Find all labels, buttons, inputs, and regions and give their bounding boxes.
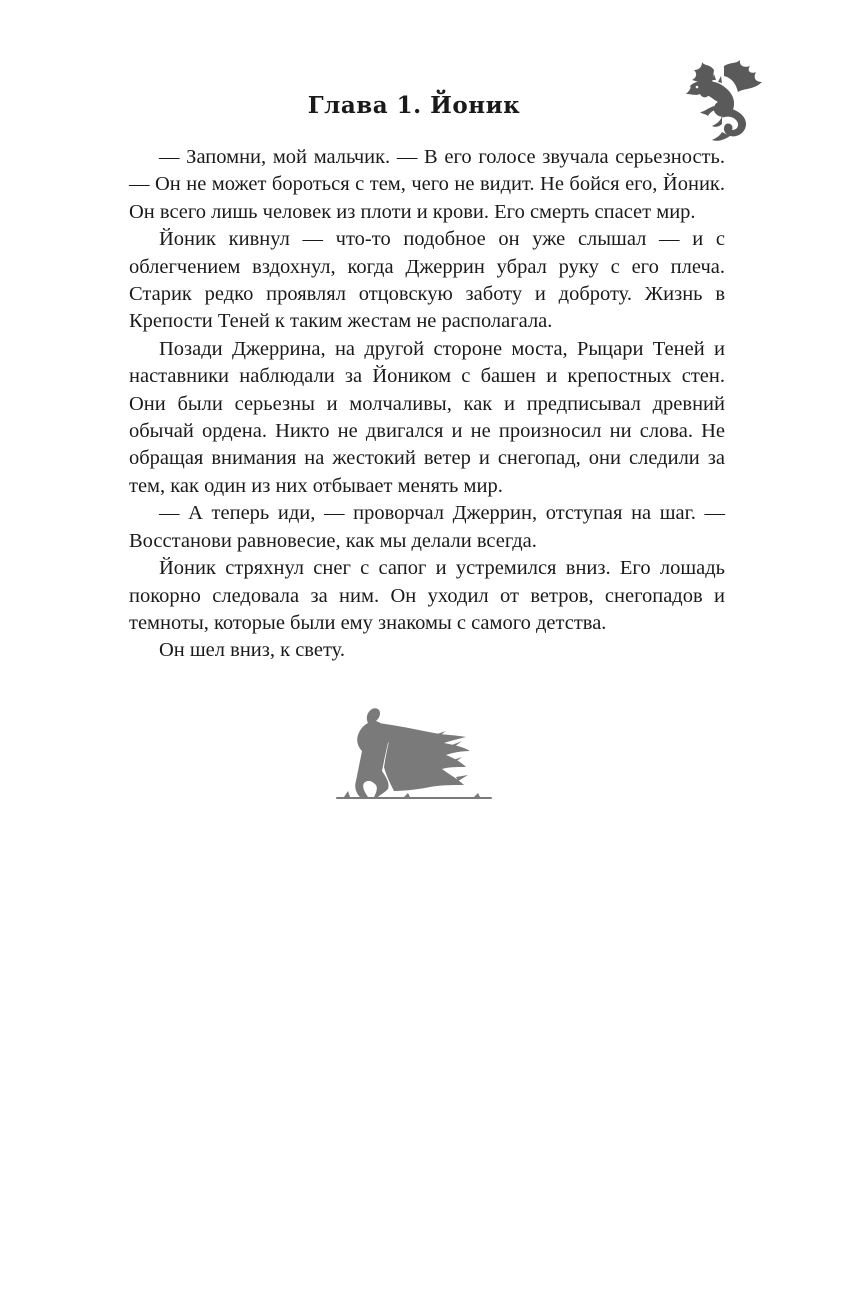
dragon-icon [684,60,764,144]
chapter-body [129,144,725,665]
paragraph: Он шел вниз, к свету. [159,639,345,662]
paragraph: — Запомни, мой мальчик. — В его голосе звучала серьезность. — Он не может бороться с тем, чего не видит. Не бойся его, Йоник. Он всего лишь человек из плоти и крови. Его смерть спасет мир. [129,146,725,223]
chapter-title: Глава 1. Йоник [307,92,521,119]
paragraph: Йоник стряхнул снег с сапог и устремился вниз. Его лошадь покорно следовала за ним. Он уходил от ветров, снегопадов и темноты, которые были ему знакомы с самого детства. [129,557,725,634]
cloaked-figure-icon [334,705,494,805]
paragraph: — А теперь иди, — проворчал Джеррин, отступая на шаг. — Восстанови равновесие, как мы делали всегда. [129,502,725,552]
paragraph: Йоник кивнул — что-то подобное он уже слышал — и с облегчением вздохнул, когда Джеррин убрал руку с его плеча. Старик редко проявлял отцовскую заботу и доброту. Жизнь в Крепости Теней к таким жестам не располагала. [129,228,725,333]
paragraph: Позади Джеррина, на другой стороне моста, Рыцари Теней и наставники наблюдали за Йоником с башен и крепостных стен. Они были серьезны и молчаливы, как и предписывал древний обычай ордена. Никто не двигался и не произносил ни слова. Не обращая внимания на жестокий ветер и снегопад, они следили за тем, как один из них отбывает менять мир. [129,337,725,497]
